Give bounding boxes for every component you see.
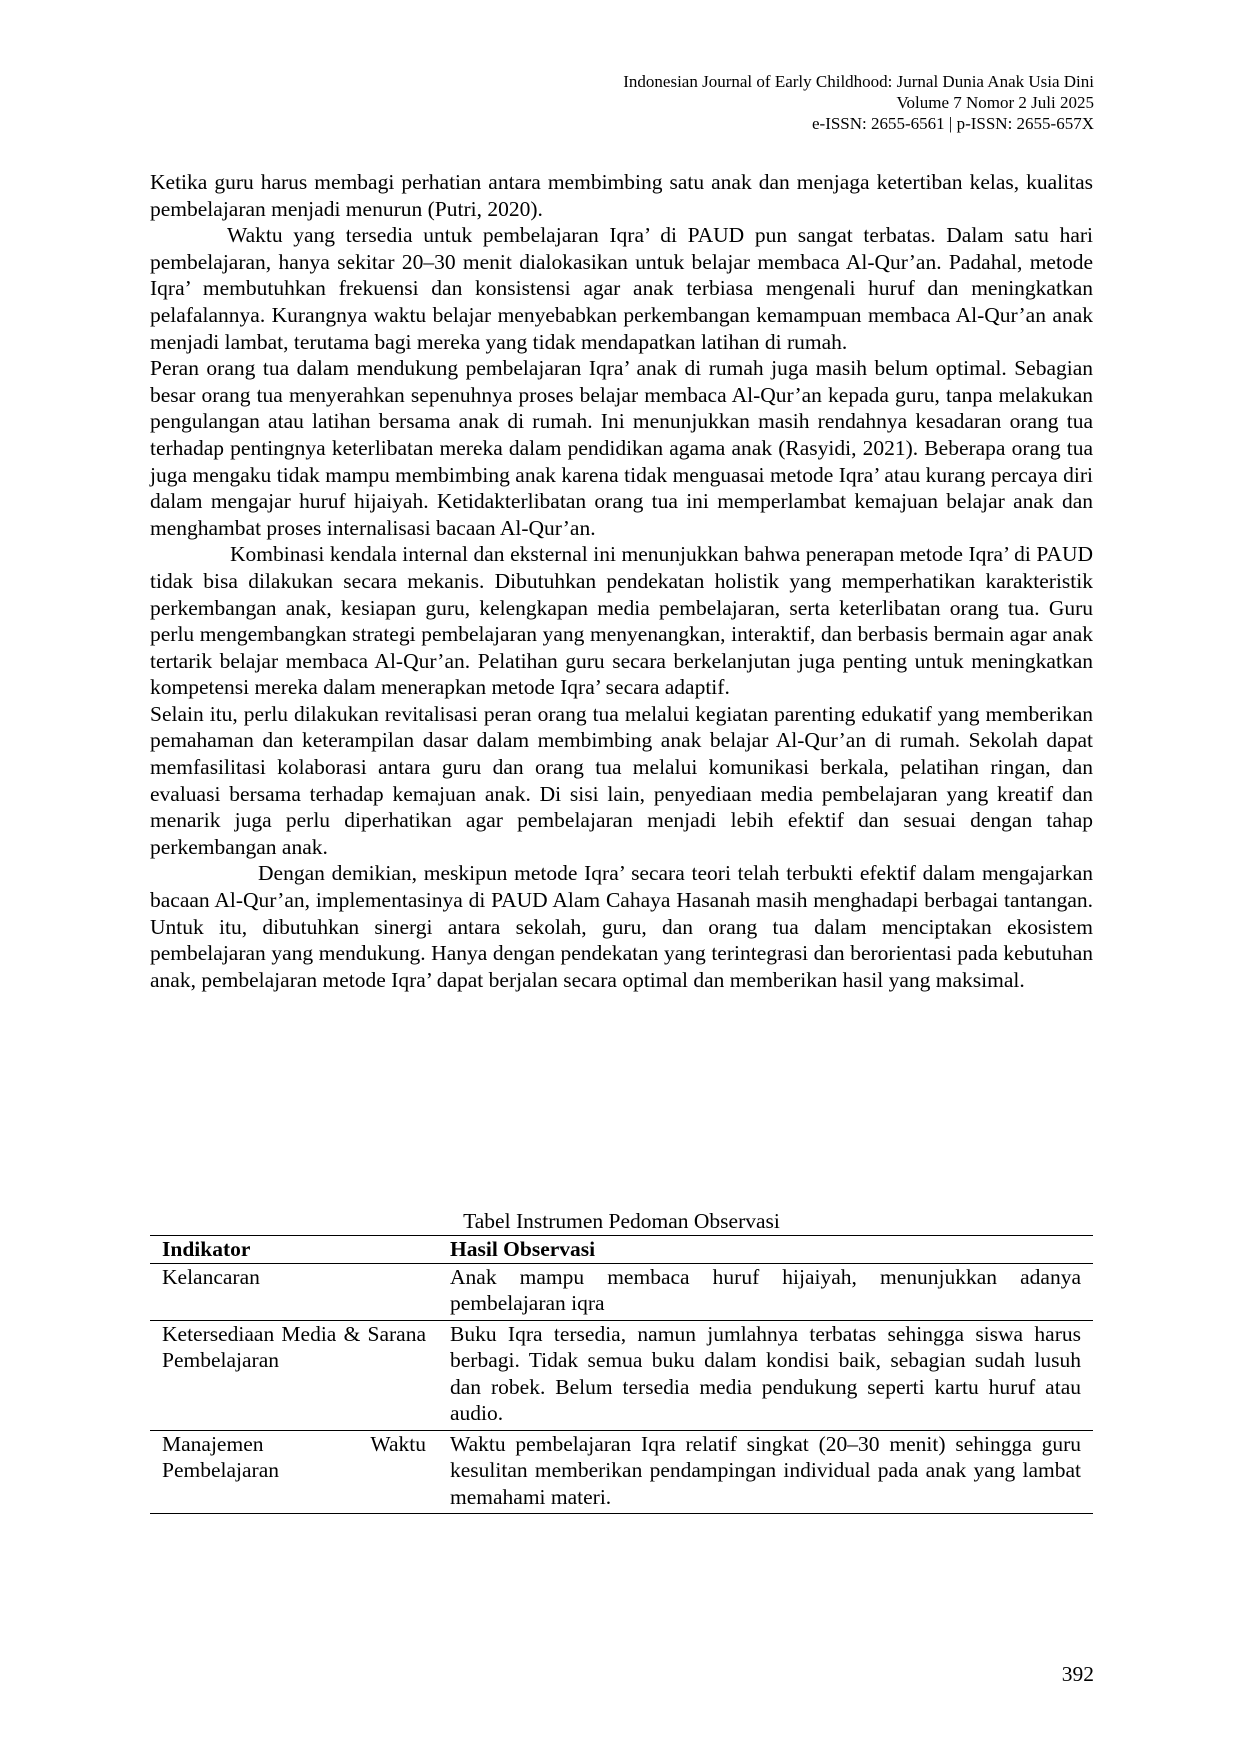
paragraph: Peran orang tua dalam mendukung pembelajaran Iqra’ anak di rumah juga masih belum optimal. Sebagian besar orang tua menyerahkan sepenuhnya proses belajar membaca Al-Qur’an kepada guru, tanpa melakukan pengulangan atau latihan bersama anak di rumah. Ini menunjukkan masih rendahnya kesadaran orang tua terhadap pentingnya keterlibatan mereka dalam pendidikan agama anak (Rasyidi, 2021). Beberapa orang tua juga mengaku tidak mampu membimbing anak karena tidak menguasai metode Iqra’ atau kurang percaya diri dalam mengajar huruf hijaiyah. Ketidakterlibatan orang tua ini memperlambat kemajuan belajar anak dan menghambat proses internalisasi bacaan Al-Qur’an. [150,356,1093,540]
table-row [150,1430,1093,1514]
paragraph: Kombinasi kendala internal dan eksternal ini menunjukkan bahwa penerapan metode Iqra’ di PAUD tidak bisa dilakukan secara mekanis. Dibutuhkan pendekatan holistik yang memperhatikan karakteristik perkembangan anak, kesiapan guru, kelengkapan media pembelajaran, serta keterlibatan orang tua. Guru perlu mengembangkan strategi pembelajaran yang menyenangkan, interaktif, dan berbasis bermain agar anak tertarik belajar membaca Al-Qur’an. Pelatihan guru secara berkelanjutan juga penting untuk meningkatkan kompetensi mereka dalam menerapkan metode Iqra’ secara adaptif. [150,542,1093,700]
paragraph: Dengan demikian, meskipun metode Iqra’ secara teori telah terbukti efektif dalam mengajarkan bacaan Al-Qur’an, implementasinya di PAUD Alam Cahaya Hasanah masih menghadapi berbagai tantangan. Untuk itu, dibutuhkan sinergi antara sekolah, guru, dan orang tua dalam menciptakan ekosistem pembelajaran yang mendukung. Hanya dengan pendekatan yang terintegrasi dan berorientasi pada kebutuhan anak, pembelajaran metode Iqra’ dapat berjalan secara optimal dan memberikan hasil yang maksimal. [150,861,1093,992]
table-row [150,1320,1093,1430]
table-cell: Manajemen Waktu Pembelajaran [150,1430,438,1514]
page-number: 392 [1061,1662,1094,1686]
table-cell: Buku Iqra tersedia, namun jumlahnya terbatas sehingga siswa harus berbagi. Tidak semua buku dalam kondisi baik, sebagian sudah lusuh dan robek. Belum tersedia media pendukung seperti kartu huruf atau audio. [438,1320,1093,1430]
body-text [150,169,1093,993]
paragraph: Ketika guru harus membagi perhatian antara membimbing satu anak dan menjaga ketertiban kelas, kualitas pembelajaran menjadi menurun (Putri, 2020). [150,170,1093,221]
journal-issn: e-ISSN: 2655-6561 | p-ISSN: 2655-657X [811,114,1094,133]
table-cell: Ketersediaan Media & Sarana Pembelajaran [150,1320,438,1430]
column-header-indikator: Indikator [150,1236,438,1264]
journal-title: Indonesian Journal of Early Childhood: Jurnal Dunia Anak Usia Dini [623,72,1094,91]
table-cell: Anak mampu membaca huruf hijaiyah, menunjukkan adanya pembelajaran iqra [438,1263,1093,1320]
paragraph: Waktu yang tersedia untuk pembelajaran Iqra’ di PAUD pun sangat terbatas. Dalam satu hari pembelajaran, hanya sekitar 20–30 menit dialokasikan untuk belajar membaca Al-Qur’an. Padahal, metode Iqra’ membutuhkan frekuensi dan konsistensi agar anak terbiasa mengenali huruf dan meningkatkan pelafalannya. Kurangnya waktu belajar menyebabkan perkembangan kemampuan membaca Al-Qur’an anak menjadi lambat, terutama bagi mereka yang tidak mendapatkan latihan di rumah. [150,223,1093,354]
journal-volume: Volume 7 Nomor 2 Juli 2025 [896,93,1094,112]
table-cell: Kelancaran [150,1263,438,1320]
table-row [150,1263,1093,1320]
column-header-hasil-observasi: Hasil Observasi [438,1236,1093,1264]
observation-table [150,1235,1093,1514]
journal-header [623,71,1094,134]
table-caption: Tabel Instrumen Pedoman Observasi [463,1209,780,1233]
table-header-row [150,1236,1093,1264]
table-cell: Waktu pembelajaran Iqra relatif singkat (20–30 menit) sehingga guru kesulitan memberikan pendampingan individual pada anak yang lambat memahami materi. [438,1430,1093,1514]
paragraph: Selain itu, perlu dilakukan revitalisasi peran orang tua melalui kegiatan parenting edukatif yang memberikan pemahaman dan keterampilan dasar dalam membimbing anak belajar Al-Qur’an di rumah. Sekolah dapat memfasilitasi kolaborasi antara guru dan orang tua melalui komunikasi berkala, pelatihan ringan, dan evaluasi bersama terhadap kemajuan anak. Di sisi lain, penyediaan media pembelajaran yang kreatif dan menarik juga perlu diperhatikan agar pembelajaran menjadi lebih efektif dan sesuai dengan tahap perkembangan anak. [150,701,1093,859]
